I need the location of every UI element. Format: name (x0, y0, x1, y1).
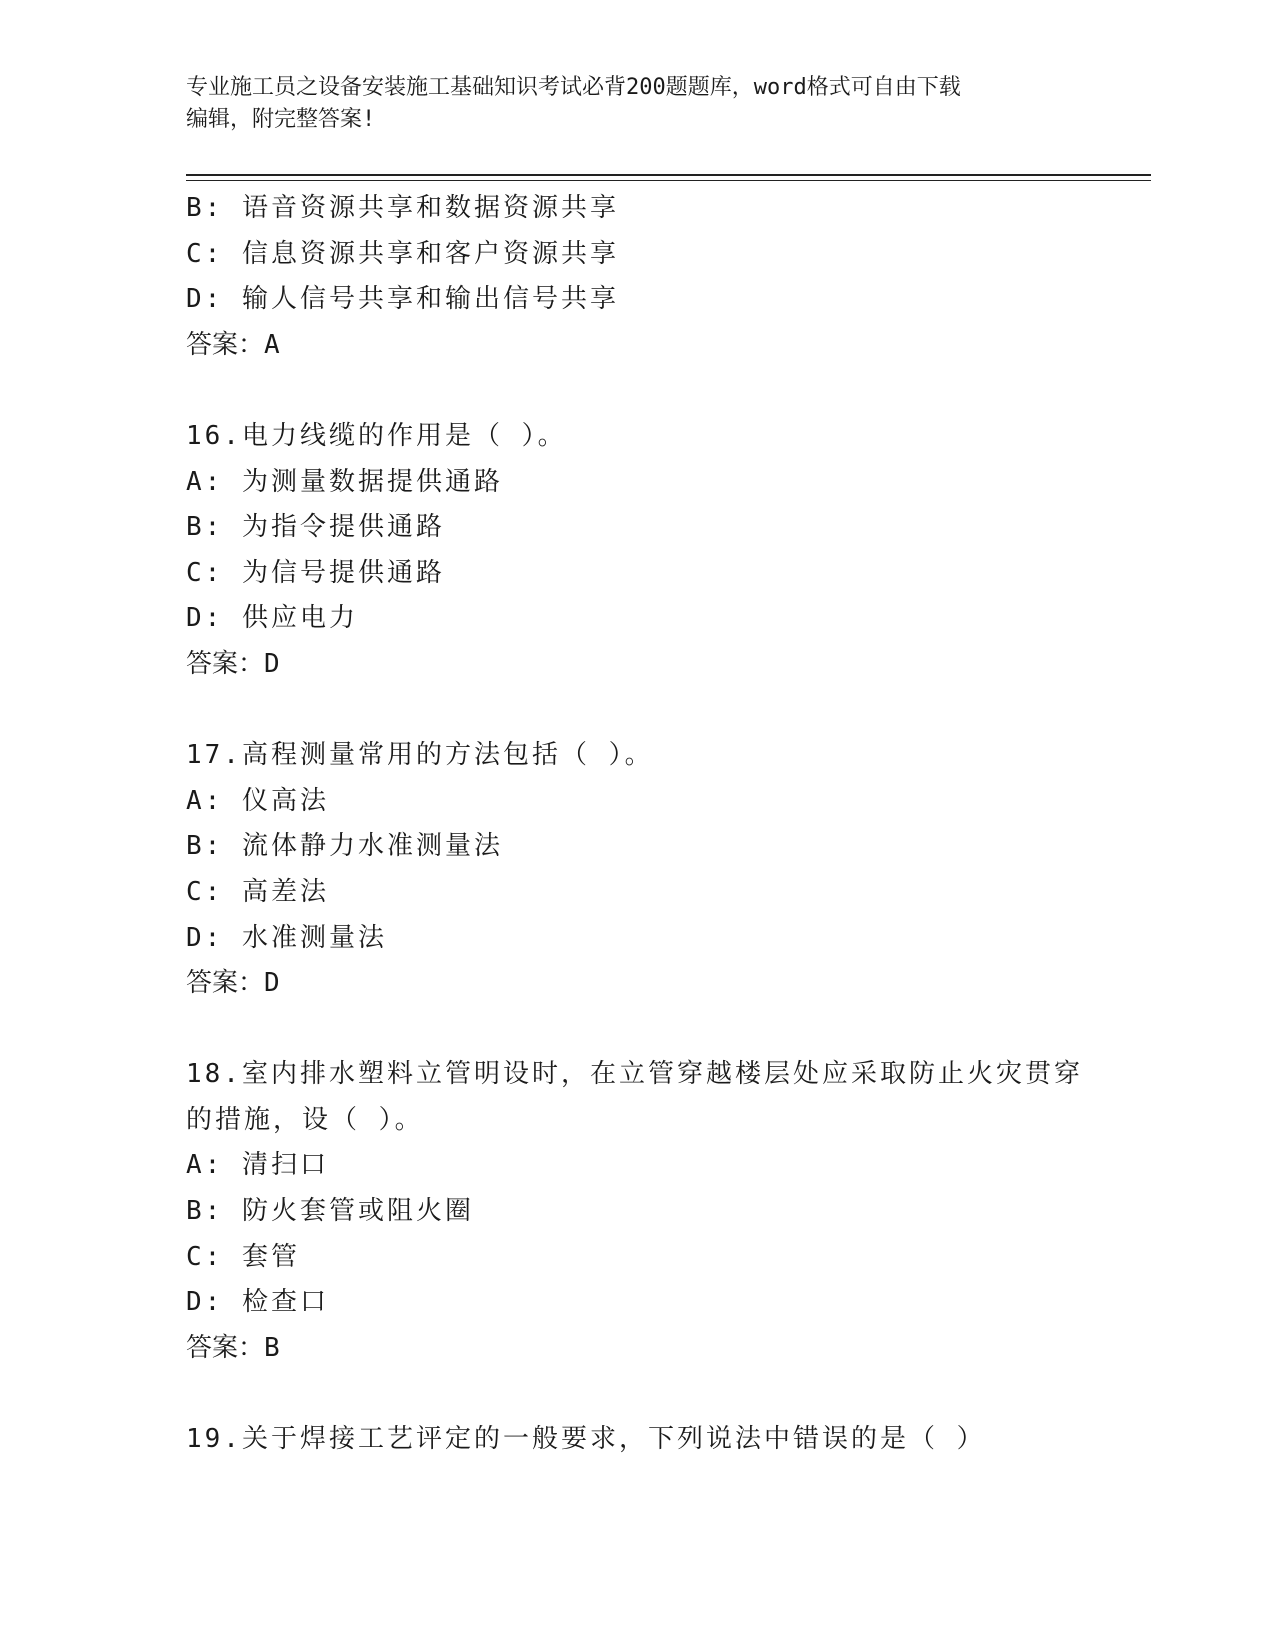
header-divider-thick (186, 174, 1151, 176)
option-c: C: 信息资源共享和客户资源共享 (186, 238, 619, 269)
spacer (186, 1007, 1086, 1053)
answer: 答案：A (186, 329, 280, 360)
document-header (186, 72, 1086, 136)
option-a: A: 清扫口 (186, 1150, 329, 1181)
question-stem-line-2: 的措施，设（ ）。 (186, 1104, 424, 1135)
question-stem: 19.关于焊接工艺评定的一般要求，下列说法中错误的是（ ） (186, 1424, 986, 1455)
answer: 答案：D (186, 968, 280, 999)
option-a: A: 仪高法 (186, 785, 329, 816)
header-divider-thin (186, 180, 1151, 181)
question-17 (186, 733, 1086, 1007)
option-c: C: 套管 (186, 1241, 300, 1272)
question-stem: 17.高程测量常用的方法包括（ ）。 (186, 740, 654, 771)
question-list (186, 186, 1086, 1463)
option-b: B: 流体静力水准测量法 (186, 831, 503, 862)
header-title-line-2: 编辑，附完整答案! (186, 107, 376, 132)
question-18 (186, 1052, 1086, 1371)
question-15-continuation (186, 186, 1086, 368)
option-c: C: 高差法 (186, 876, 329, 907)
answer: 答案：D (186, 648, 280, 679)
option-d: D: 供应电力 (186, 603, 358, 634)
option-d: D: 检查口 (186, 1287, 329, 1318)
option-d: D: 输人信号共享和输出信号共享 (186, 284, 619, 315)
spacer (186, 1371, 1086, 1417)
spacer (186, 368, 1086, 414)
header-title-line-1: 专业施工员之设备安装施工基础知识考试必背200题题库，word格式可自由下载 (186, 75, 961, 100)
question-stem: 16.电力线缆的作用是（ ）。 (186, 420, 567, 451)
option-c: C: 为信号提供通路 (186, 557, 445, 588)
option-b: B: 为指令提供通路 (186, 512, 445, 543)
option-b: B: 语音资源共享和数据资源共享 (186, 193, 619, 223)
option-a: A: 为测量数据提供通路 (186, 466, 503, 497)
question-16 (186, 414, 1086, 688)
question-stem-line-1: 18.室内排水塑料立管明设时，在立管穿越楼层处应采取防止火灾贯穿 (186, 1059, 1083, 1090)
option-b: B: 防火套管或阻火圈 (186, 1196, 474, 1227)
answer: 答案：B (186, 1332, 280, 1363)
spacer (186, 688, 1086, 734)
option-d: D: 水准测量法 (186, 922, 387, 953)
question-19 (186, 1417, 1086, 1463)
